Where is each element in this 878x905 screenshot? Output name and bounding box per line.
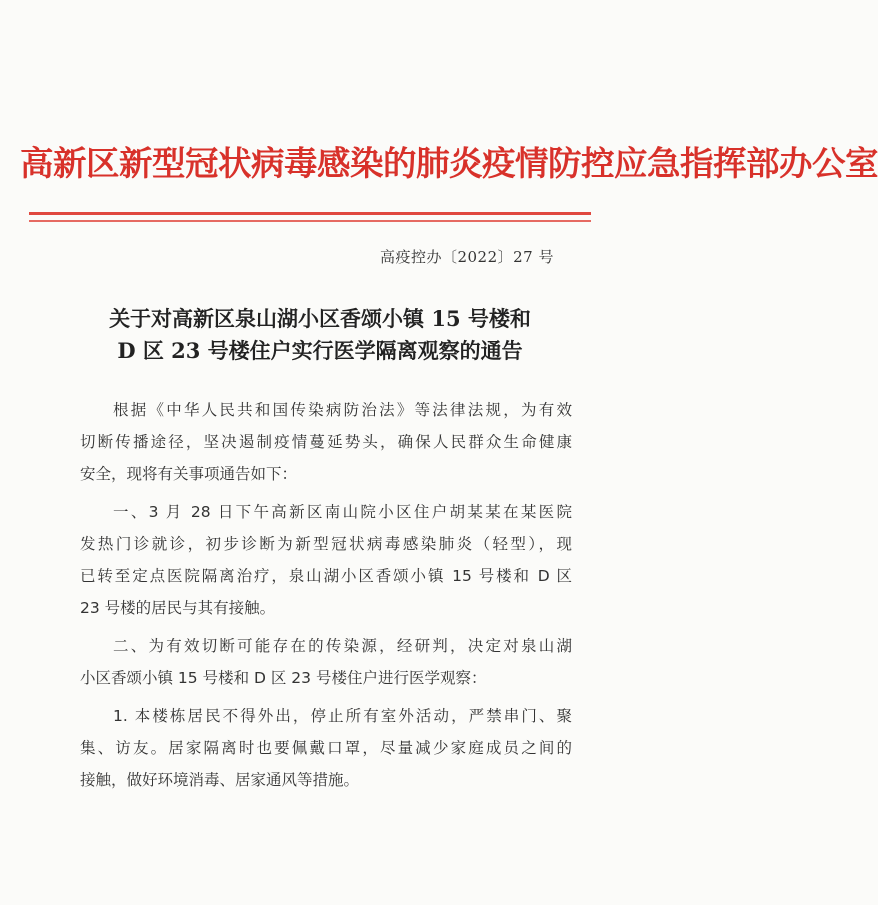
body-line-7: 23 号楼的居民与其有接触。 [80, 599, 276, 617]
body-line-12: 接触，做好环境消毒、居家通风等措施。 [80, 771, 360, 789]
body-line-9: 小区香颂小镇 15 号楼和 D 区 23 号楼住户进行医学观察： [80, 669, 487, 687]
document-number: 高疫控办〔2022〕27 号 [379, 248, 554, 266]
issuing-organization-header: 高新区新型冠状病毒感染的肺炎疫情防控应急指挥部办公室 [20, 144, 878, 183]
header-divider-thin [29, 220, 591, 222]
body-line-8: 二、为有效切断可能存在的传染源，经研判，决定对泉山湖 [113, 637, 572, 655]
body-line-4: 一、3 月 28 日下午高新区南山院小区住户胡某某在某医院 [113, 503, 572, 521]
body-line-5: 发热门诊就诊，初步诊断为新型冠状病毒感染肺炎（轻型），现 [80, 535, 572, 553]
notice-title-line-1: 关于对高新区泉山湖小区香颂小镇 15 号楼和 [109, 306, 531, 331]
body-line-3: 安全，现将有关事项通告如下： [80, 465, 298, 483]
body-line-6: 已转至定点医院隔离治疗，泉山湖小区香颂小镇 15 号楼和 D 区 [80, 567, 572, 585]
header-divider-thick [29, 212, 591, 215]
body-line-2: 切断传播途径，坚决遏制疫情蔓延势头，确保人民群众生命健康 [80, 433, 572, 451]
body-line-10: 1. 本楼栋居民不得外出，停止所有室外活动，严禁串门、聚 [113, 707, 572, 725]
notice-title-line-2: D 区 23 号楼住户实行医学隔离观察的通告 [117, 338, 523, 363]
body-line-1: 根据《中华人民共和国传染病防治法》等法律法规，为有效 [113, 401, 572, 419]
body-line-11: 集、访友。居家隔离时也要佩戴口罩，尽量减少家庭成员之间的 [80, 739, 572, 757]
